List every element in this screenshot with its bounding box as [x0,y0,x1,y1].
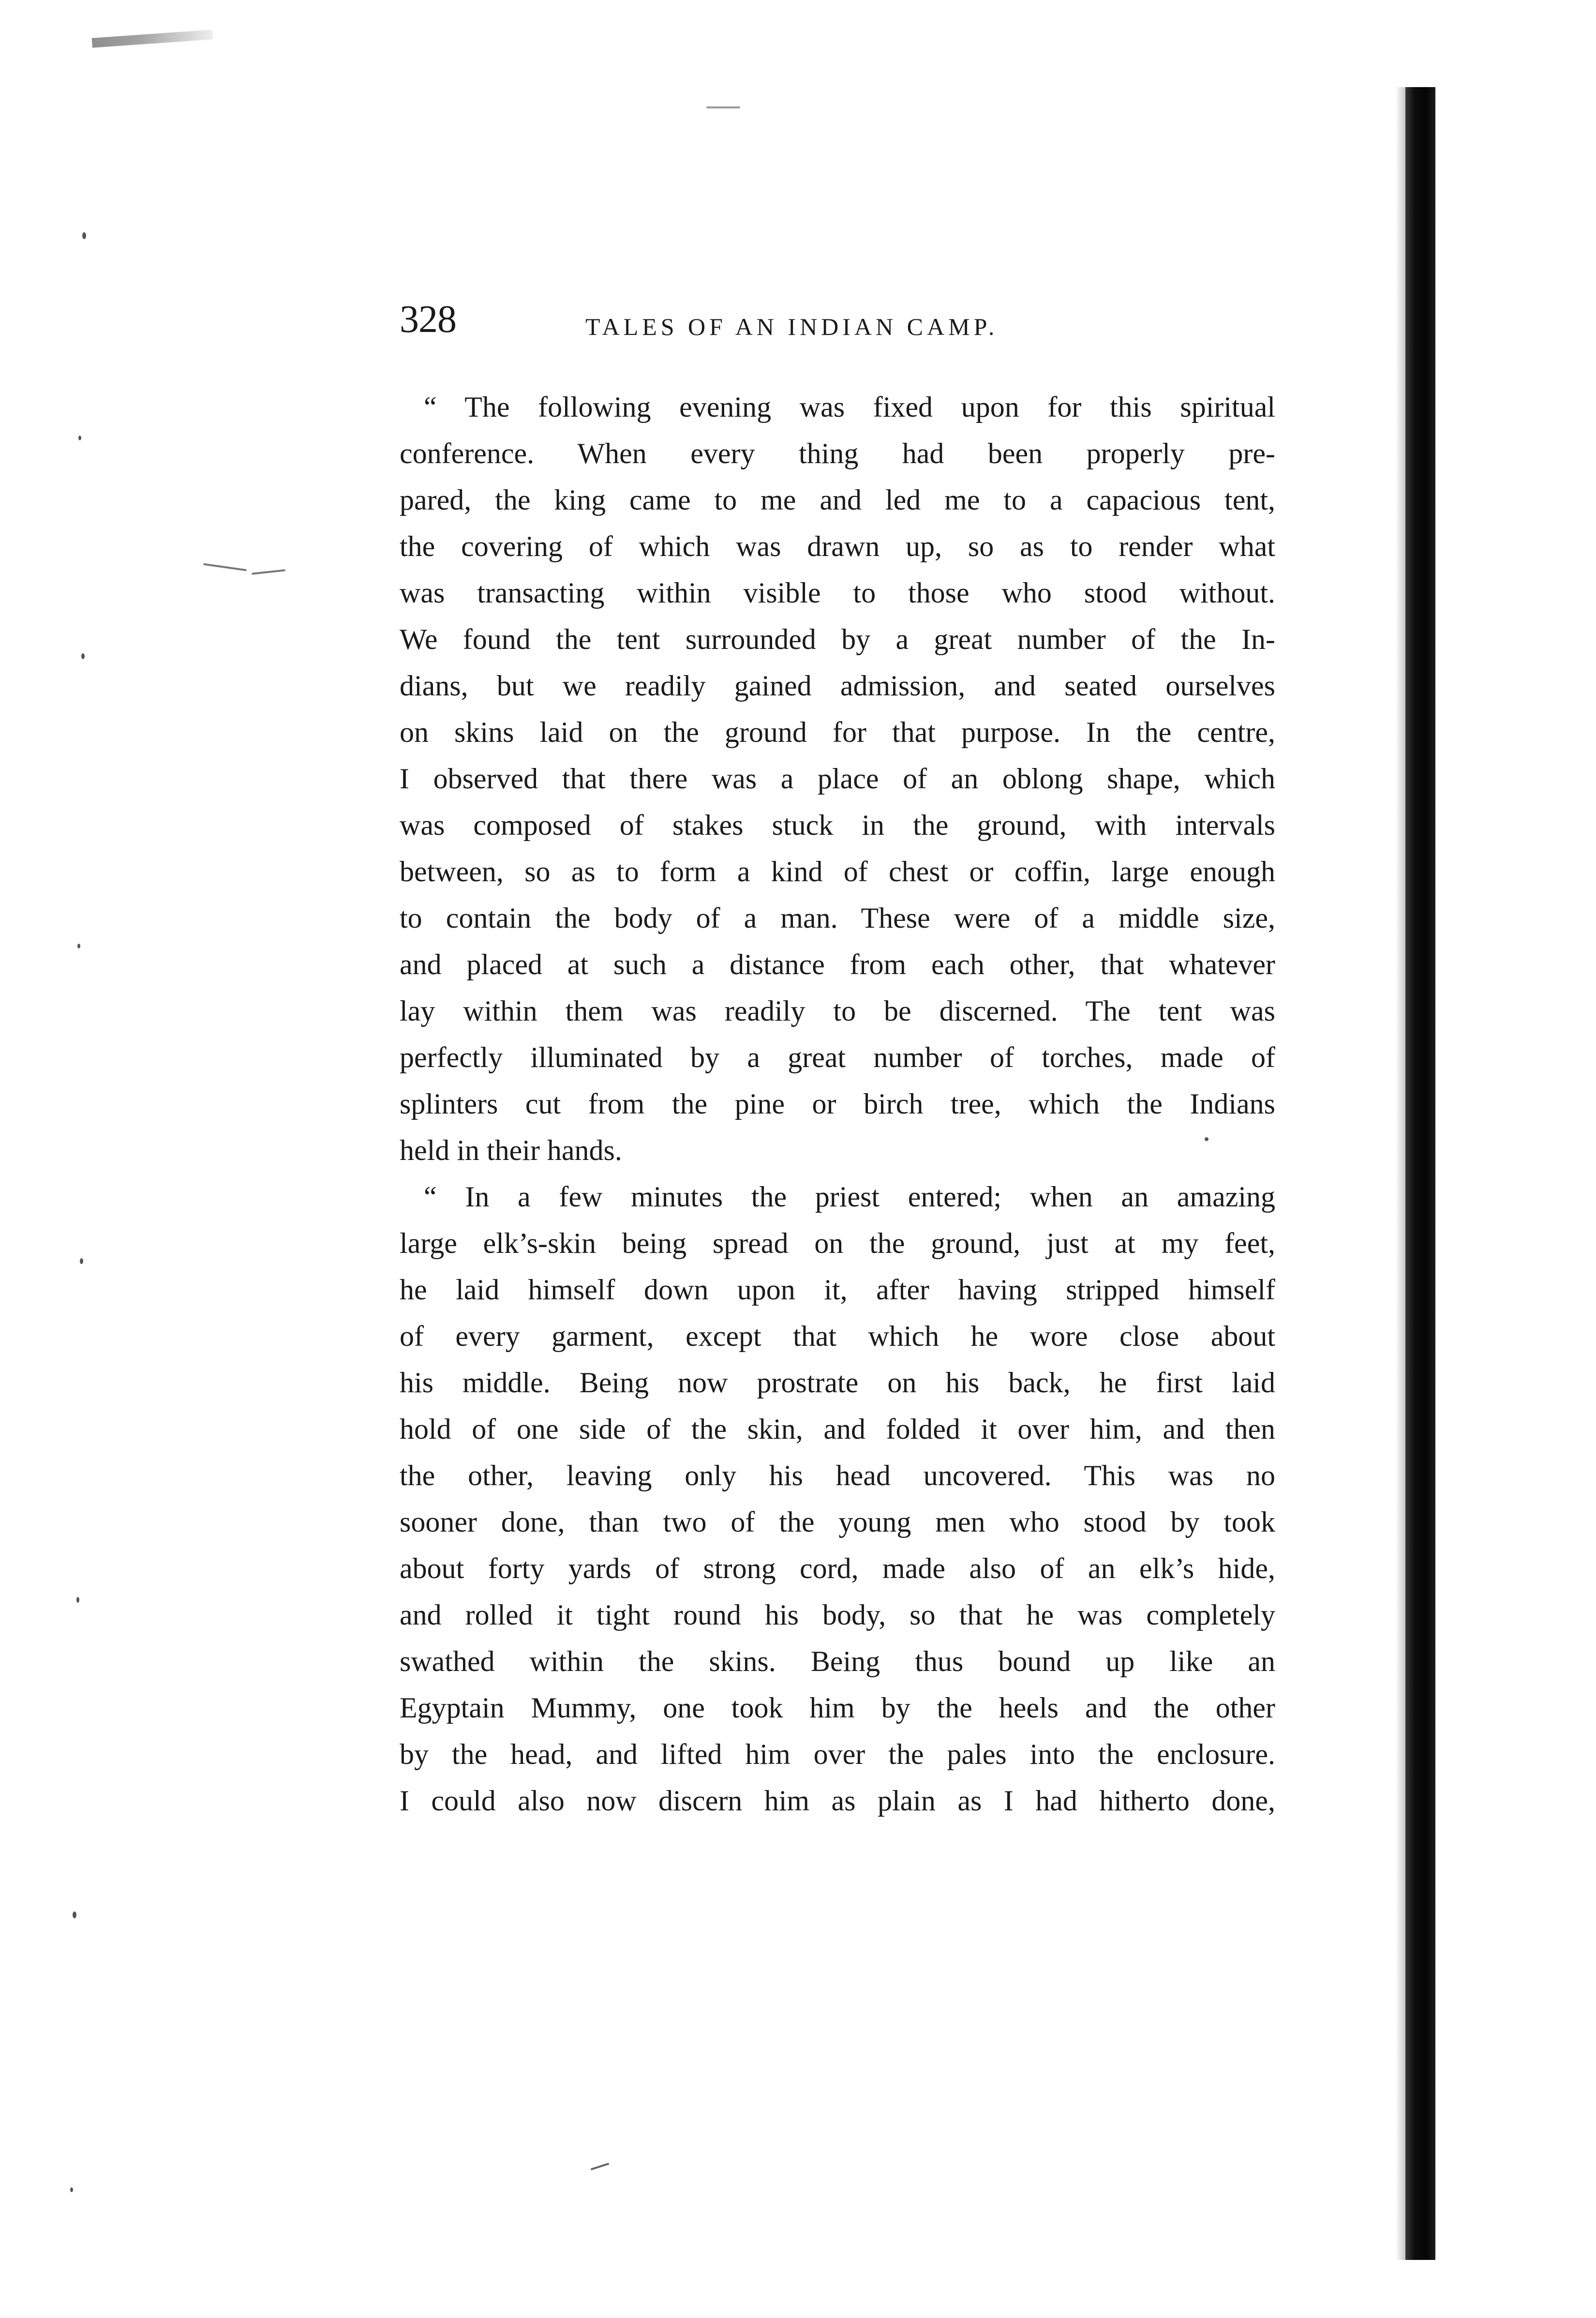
text-line: “ The following evening was fixed upon for this spiritual [424,391,1275,423]
binding-shadow [1405,87,1435,2260]
scan-speck [81,653,85,659]
text-line: I observed that there was a place of an oblong shape, which [400,763,1275,795]
scan-speck [70,2187,73,2192]
scan-speck [78,436,81,440]
text-line: and rolled it tight round his body, so that he was completely [400,1599,1275,1631]
text-line: by the head, and lifted him over the pales into the enclosure. [400,1738,1275,1770]
text-line: about forty yards of strong cord, made also of an elk’s hide, [400,1552,1275,1584]
text-line: held in their hands. [400,1134,622,1166]
running-title: TALES OF AN INDIAN CAMP. [585,313,999,340]
scan-speck [80,1258,83,1264]
text-line: “ In a few minutes the priest entered; when an amazing [424,1181,1275,1213]
text-line: We found the tent surrounded by a great number of the In- [400,623,1275,655]
text-line: conference. When every thing had been properly pre- [400,437,1275,469]
scan-speck [77,944,80,948]
text-line: large elk’s-skin being spread on the ground, just at my feet, [400,1227,1275,1259]
text-line: he laid himself down upon it, after having stripped himself [400,1274,1275,1306]
text-line: was transacting within visible to those who stood without. [400,577,1275,609]
text-line: splinters cut from the pine or birch tree, which the Indians [400,1088,1275,1120]
scan-speck [706,106,740,108]
text-line: lay within them was readily to be discerned. The tent was [400,995,1275,1027]
page-number: 328 [400,298,456,341]
text-line: I could also now discern him as plain as I had hitherto done, [400,1785,1275,1817]
scan-speck [252,569,285,574]
text-line: pared, the king came to me and led me to a capacious tent, [400,484,1275,516]
text-line: and placed at such a distance from each other, that whatever [400,948,1275,980]
scan-speck [1205,1137,1208,1141]
scan-speck [82,232,86,239]
text-line: swathed within the skins. Being thus bound up like an [400,1645,1275,1677]
scan-speck [76,1597,79,1603]
text-line: the covering of which was drawn up, so as to render what [400,530,1275,562]
text-line: the other, leaving only his head uncovered. This was no [400,1460,1275,1491]
text-line: perfectly illuminated by a great number of torches, made of [400,1041,1275,1073]
text-line: his middle. Being now prostrate on his back, he first laid [400,1367,1275,1399]
text-line: Egyptain Mummy, one took him by the heels and the other [400,1692,1275,1724]
scan-speck [73,1912,76,1918]
text-line: sooner done, than two of the young men who stood by took [400,1506,1275,1538]
text-line: on skins laid on the ground for that purpose. In the centre, [400,716,1275,748]
scan-speck [590,2163,609,2170]
scan-smudge [92,30,213,47]
text-line: was composed of stakes stuck in the ground, with intervals [400,809,1275,841]
text-line: hold of one side of the skin, and folded it over him, and then [400,1413,1275,1445]
text-line: to contain the body of a man. These were of a middle size, [400,902,1275,934]
text-line: dians, but we readily gained admission, and seated ourselves [400,670,1275,702]
scan-speck [203,563,247,571]
text-line: of every garment, except that which he wore close about [400,1320,1275,1352]
text-line: between, so as to form a kind of chest or coffin, large enough [400,856,1275,888]
body-text [400,384,1275,1824]
